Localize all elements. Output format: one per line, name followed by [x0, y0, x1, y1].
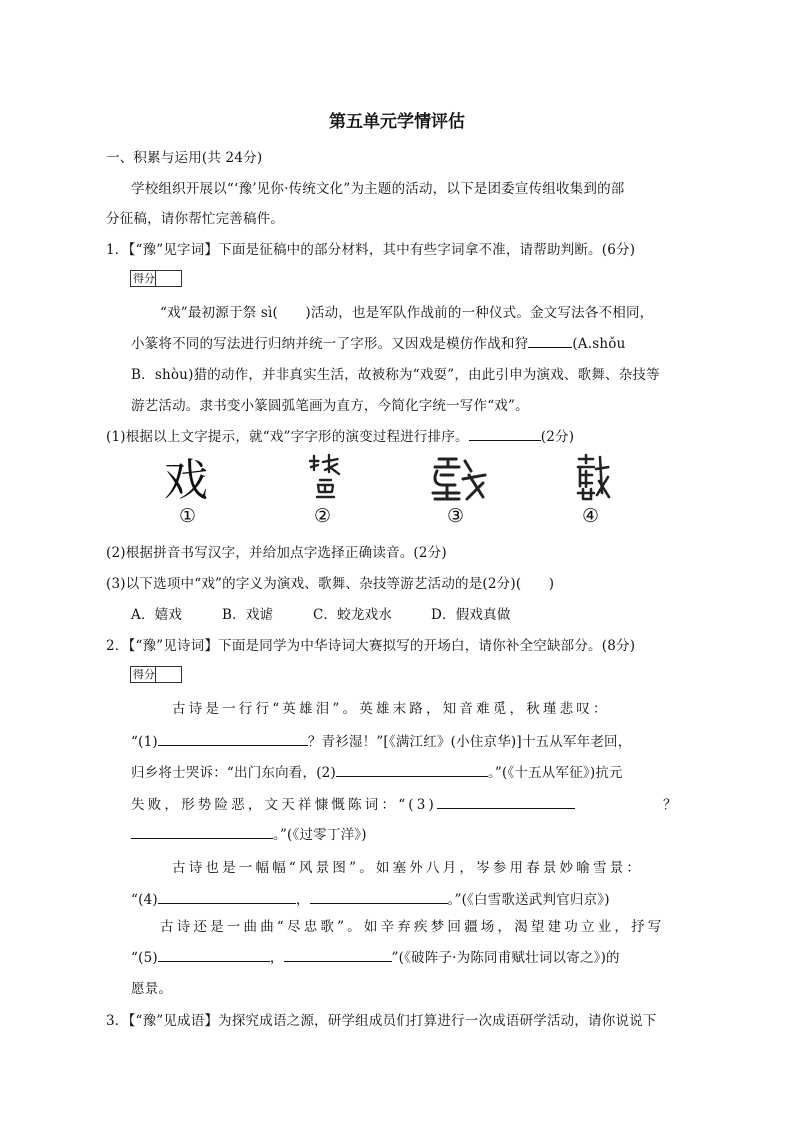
section-heading: 一、积累与运用(共 24分)	[106, 150, 263, 166]
intro-line-2: 分征稿，请你帮忙完善稿件。	[106, 211, 285, 227]
q2-line-1: 古诗是一行行“英雄泪”。英雄末路，知音难觅，秋瑾悲叹：	[172, 701, 610, 717]
comma: ，	[269, 950, 284, 966]
score-cell[interactable]	[155, 271, 182, 286]
q2-line-5-text: 。”(《过零丁洋》)	[273, 827, 367, 843]
q1-material-line-3: B．shòu)猎的动作，并非真实生活，故被称为“戏耍”，由此引申为演戏、歌舞、杂技等	[131, 367, 660, 383]
answer-blank-3b[interactable]	[131, 826, 273, 839]
score-cell[interactable]	[155, 667, 182, 682]
q2-line-3-text: 归乡将士哭诉：“出门东向看，(2)	[131, 765, 336, 781]
answer-blank[interactable]	[528, 335, 572, 348]
q1-sub-1-score: (2分)	[540, 429, 575, 445]
q2-line-8: 古诗还是一曲曲“尽忠歌”。如辛弃疾梦回疆场，渴望建功立业，抒写	[160, 919, 665, 935]
glyph-seal-xi	[429, 455, 487, 503]
q1-material-text: 小篆将不同的写法进行归纳并统一了字形。又因戏是模仿作战和狩	[131, 336, 529, 352]
q1-material-line-2	[131, 332, 625, 352]
question-3-stem: 3．【“豫”见成语】为探究成语之源，研学组成员们打算进行一次成语研学活动，请你说说下	[106, 1013, 657, 1029]
q1-sub-2: (2)根据拼音书写汉字，并给加点字选择正确读音。(2分)	[106, 545, 447, 561]
score-box[interactable]	[130, 270, 182, 287]
answer-blank-1[interactable]	[158, 733, 308, 746]
q2-line-7	[131, 888, 610, 908]
q2-line-7-text: 。”(《白雪歌送武判官归京》)	[447, 892, 610, 908]
q2-line-4	[131, 793, 575, 813]
q1-material-line-4: 游艺活动。隶书变小篆圆弧笔画为直方，今简化字统一写作“戏”。	[131, 398, 529, 414]
q1-sub-1	[106, 425, 574, 445]
question-1-stem: 1．【“豫”见字词】下面是征稿中的部分材料，其中有些字词拿不准，请帮助判断。(6分)	[106, 242, 636, 258]
q1-sub-3: (3)以下选项中“戏”的字义为演戏、歌舞、杂技等游艺活动的是(2分)( )	[106, 576, 555, 592]
q2-line-9	[131, 946, 620, 966]
answer-blank-4a[interactable]	[158, 891, 296, 904]
answer-blank-4b[interactable]	[310, 891, 448, 904]
intro-line-1: 学校组织开展以“‘豫’见你·传统文化”为主题的活动，以下是团委宣传组收集到的部	[131, 181, 625, 197]
option-number-4: ④	[582, 505, 600, 527]
q2-line-4-text: 失败，形势险恶，文天祥慷慨陈词：“(3)	[131, 797, 438, 813]
glyph-modern-xi: 戏	[164, 455, 208, 506]
question-2-stem: 2．【“豫”见诗词】下面是同学为中华诗词大赛拟写的开场白，请你补全空缺部分。(8分)	[106, 638, 636, 654]
score-box[interactable]	[130, 666, 182, 683]
answer-blank-3a[interactable]	[437, 796, 575, 809]
answer-blank-2[interactable]	[336, 764, 488, 777]
q1-sub-1-text: (1)根据以上文字提示，就“戏”字字形的演变过程进行排序。	[106, 429, 469, 445]
answer-blank-5a[interactable]	[158, 949, 270, 962]
page-title: 第五单元学情评估	[329, 112, 465, 132]
choice-c[interactable]: C．蛟龙戏水	[313, 607, 393, 623]
choice-b[interactable]: B．戏谑	[222, 607, 274, 623]
q1-material-line-1: “戏”最初源于祭 sì( )活动，也是军队作战前的一种仪式。金文写法各不相同，	[160, 305, 654, 321]
score-label: 得分	[133, 272, 155, 285]
q2-line-9-text: ”(《破阵子·为陈同甫赋壮词以寄之》)的	[391, 950, 620, 966]
answer-blank-5b[interactable]	[284, 949, 392, 962]
q2-line-6: 古诗也是一幅幅“风景图”。如塞外八月，岑参用春景妙喻雪景：	[172, 860, 644, 876]
option-number-2: ②	[314, 505, 332, 527]
comma: ，	[295, 892, 310, 908]
glyph-bronze-xi	[309, 452, 341, 504]
q2-line-10: 愿景。	[131, 981, 173, 997]
blank-label-4: “(4)	[131, 892, 158, 908]
choice-a[interactable]: A．嬉戏	[131, 607, 183, 623]
q2-line-2	[131, 730, 631, 750]
q2-line-4-tail: ？	[663, 797, 677, 813]
q2-line-3	[131, 761, 623, 781]
q2-line-3-tail: 。”(《十五从军征》)抗元	[487, 765, 623, 781]
blank-label-1: “(1)	[131, 734, 158, 750]
option-number-3: ③	[447, 505, 465, 527]
q2-line-2-text: ？青衫湿！”[《满江红》(小住京华)]十五从军年老回，	[307, 734, 632, 750]
answer-blank[interactable]	[469, 428, 541, 441]
score-label: 得分	[133, 668, 155, 681]
q2-line-5	[131, 823, 367, 843]
blank-label-5: “(5)	[131, 950, 158, 966]
q1-material-tail: (A.shǒu	[572, 336, 626, 352]
option-number-1: ①	[179, 505, 197, 527]
glyph-clerical-xi	[575, 453, 611, 503]
choice-d[interactable]: D．假戏真做	[431, 607, 511, 623]
